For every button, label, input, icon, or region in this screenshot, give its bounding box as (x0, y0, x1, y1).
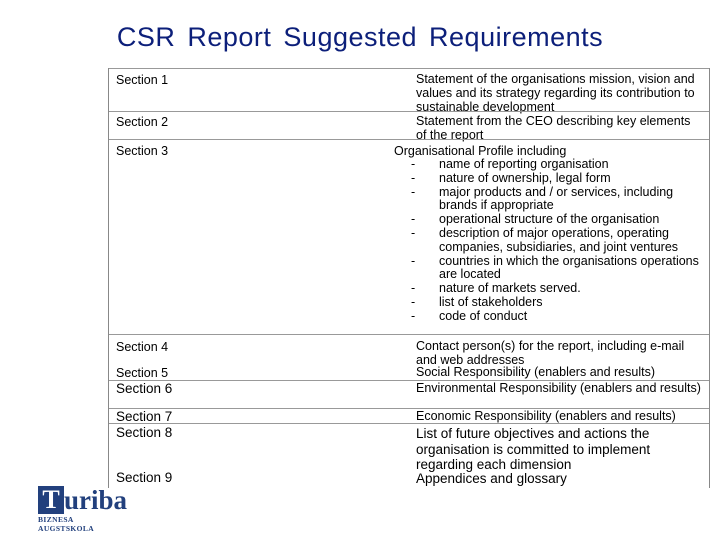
section-description: Social Responsibility (enablers and results) (416, 365, 656, 379)
section-heading: Organisational Profile including (394, 144, 567, 158)
logo-wordmark: uriba (64, 485, 128, 515)
list-item: - countries in which the organisations operations are located (411, 253, 699, 282)
list-item: - major products and / or services, including brands if appropriate (411, 184, 674, 213)
section-label: Section 8 (116, 425, 173, 440)
section-label: Section 7 (116, 409, 173, 424)
list-item: - name of reporting organisation (411, 157, 609, 171)
section-description: Contact person(s) for the report, including e-mail and web addresses (416, 339, 685, 367)
section-description: Statement from the CEO describing key elements of the report (416, 114, 691, 142)
list-item: - operational structure of the organisation (411, 212, 660, 227)
table-row (109, 470, 709, 488)
table-row (109, 380, 709, 408)
logo-mark-icon: T (38, 486, 64, 514)
section-description: Economic Responsibility (enablers and results) (416, 409, 676, 423)
table-row (109, 366, 709, 380)
list-item: - list of stakeholders (411, 294, 543, 309)
bullet-list (399, 158, 699, 324)
section-label: Section 2 (116, 115, 169, 129)
table-row (109, 68, 709, 114)
list-item: - nature of markets served. (411, 281, 581, 296)
section-label: Section 1 (116, 73, 169, 87)
list-item: - code of conduct (411, 308, 528, 323)
slide-title: CSR Report Suggested Requirements (116, 22, 604, 52)
table-row (109, 423, 709, 470)
table-row (109, 408, 709, 423)
section-label: Section 5 (116, 366, 169, 380)
requirements-table (108, 68, 710, 488)
logo-subtitle: BIZNESA AUGSTSKOLA (38, 515, 95, 533)
section-label: Section 3 (116, 144, 169, 158)
section-description: Statement of the organisations mission, vision and values and its strategy regarding its contribution to sustainable development (416, 72, 695, 114)
section-description: Appendices and glossary (416, 471, 567, 486)
section-label: Section 9 (116, 470, 173, 485)
table-row (109, 334, 709, 366)
section-label: Section 6 (116, 381, 173, 396)
list-item: - nature of ownership, legal form (411, 170, 611, 185)
section-description: Environmental Responsibility (enablers and results) (416, 381, 701, 395)
list-item: - description of major operations, operating companies, subsidiaries, and joint ventures (411, 225, 679, 254)
table-row (109, 139, 709, 334)
table-row (109, 111, 709, 142)
section-label: Section 4 (116, 340, 169, 354)
section-description: List of future objectives and actions the organisation is committed to implement regarding each dimension (416, 426, 651, 472)
turiba-logo (36, 485, 128, 533)
